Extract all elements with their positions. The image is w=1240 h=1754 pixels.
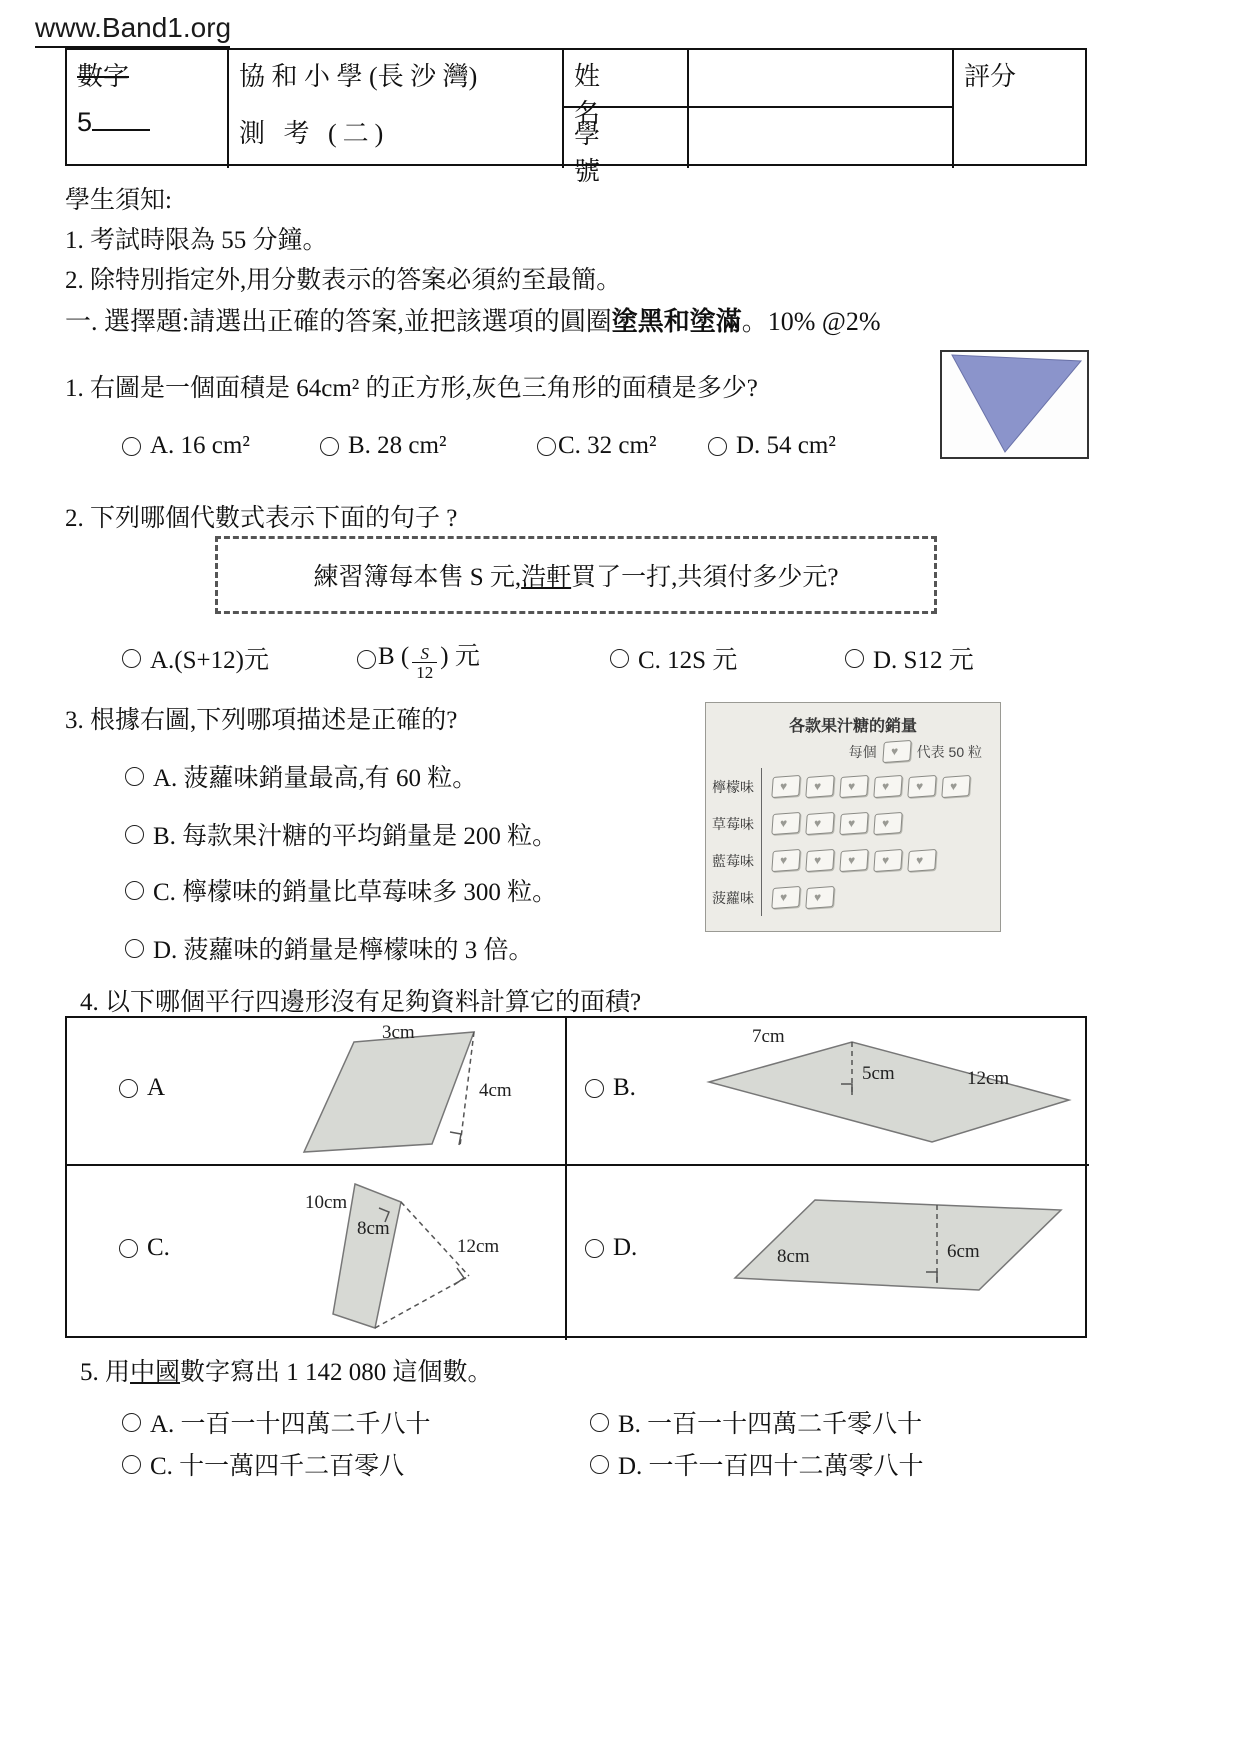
q4-dim-b-base: 12cm xyxy=(967,1068,1010,1089)
q1-option-c-label: C. 32 cm² xyxy=(558,432,657,459)
q2-box-post: 買了一打,共須付多少元? xyxy=(571,564,839,591)
pictograph-legend xyxy=(706,741,1000,762)
q1-option-c-bubble[interactable] xyxy=(537,437,556,456)
q1-option-d xyxy=(708,432,836,460)
q3-option-d-bubble[interactable] xyxy=(125,939,144,958)
q4-option-d-bubble[interactable] xyxy=(585,1239,604,1258)
candy-icon xyxy=(771,886,800,909)
q2-title: 2. 下列哪個代數式表示下面的句子 ? xyxy=(65,505,458,532)
q4-option-c-label: C. xyxy=(147,1234,170,1261)
q4-option-d-label: D. xyxy=(613,1234,638,1261)
q5-post: 數字寫出 1 142 080 這個數。 xyxy=(180,1359,493,1386)
q1-option-a-bubble[interactable] xyxy=(122,437,141,456)
q4-dim-b-height: 5cm xyxy=(862,1063,895,1084)
notice-title: 學生須知: xyxy=(65,187,172,214)
q4-figure-b xyxy=(697,1030,1077,1156)
q4-option-a-bubble[interactable] xyxy=(119,1079,138,1098)
q2-option-b-label: B ( $\frac{S}{12}$ ) 元 xyxy=(378,643,480,682)
candy-icon xyxy=(907,849,936,872)
q2-option-a-bubble[interactable] xyxy=(122,649,141,668)
q4-dim-a-base: 3cm xyxy=(382,1022,415,1043)
q4-cell-a xyxy=(67,1018,567,1166)
exam-title: 測 考 (二) xyxy=(239,119,390,148)
q5-option-a xyxy=(122,1404,431,1440)
candy-icon xyxy=(907,775,936,798)
candy-icon xyxy=(839,849,868,872)
q5-option-a-label: A. 一百一十四萬二千八十 xyxy=(150,1411,431,1438)
q3-option-d xyxy=(125,930,534,966)
q1-square-triangle-figure xyxy=(942,352,1087,457)
watermark: www.Band1.org xyxy=(35,12,232,43)
candy-icon xyxy=(873,812,902,835)
candy-icon xyxy=(941,775,970,798)
q5-option-c-label: C. 十一萬四千二百零八 xyxy=(150,1453,405,1480)
candy-icon xyxy=(839,775,868,798)
q2-option-b xyxy=(357,636,480,682)
q2-option-d-bubble[interactable] xyxy=(845,649,864,668)
candy-icon xyxy=(771,775,800,798)
section1-bold: 塗黑和塗滿 xyxy=(611,307,742,336)
q4-table xyxy=(65,1016,1087,1338)
header-school-cell xyxy=(227,50,562,168)
q4-dim-c-diag: 12cm xyxy=(457,1236,500,1257)
q4-dim-a-height: 4cm xyxy=(479,1080,512,1101)
school-name: 協 和 小 學 (長 沙 灣) xyxy=(239,62,478,91)
q2-option-d-label: D. S12 元 xyxy=(873,647,974,674)
q3-option-a-label: A. 菠蘿味銷量最高,有 60 粒。 xyxy=(153,765,478,792)
q4-option-d xyxy=(585,1234,637,1262)
pictograph-row-label: 菠蘿味 xyxy=(706,879,762,916)
pictograph-title: 各款果汁糖的銷量 xyxy=(788,718,917,735)
q4-option-b-label: B. xyxy=(613,1074,636,1101)
q2-option-c xyxy=(610,640,737,676)
q2-option-c-label: C. 12S 元 xyxy=(638,647,738,674)
pictograph-row-icons xyxy=(762,850,942,871)
q5-option-b-label: B. 一百一十四萬二千零八十 xyxy=(618,1411,923,1438)
q5-option-c xyxy=(122,1446,404,1482)
q3-title: 3. 根據右圖,下列哪項描述是正確的? xyxy=(65,707,458,734)
header-table xyxy=(65,48,1087,186)
q3-pictograph-figure xyxy=(705,702,1001,932)
header-class-number: 5 xyxy=(77,107,93,137)
q3-option-c-label: C. 檸檬味的銷量比草莓味多 300 粒。 xyxy=(153,879,558,906)
q1-option-a xyxy=(122,432,250,460)
q4-cell-c xyxy=(67,1166,567,1340)
q4-option-c xyxy=(119,1234,170,1262)
candy-icon xyxy=(805,849,834,872)
q5-underlined: 中國 xyxy=(130,1359,181,1386)
q4-dim-c-inner: 8cm xyxy=(357,1218,390,1239)
q5-option-b-bubble[interactable] xyxy=(590,1413,609,1432)
q4-option-b xyxy=(585,1074,636,1102)
candy-icon xyxy=(771,849,800,872)
q5-option-d-label: D. 一千一百四十二萬零八十 xyxy=(618,1453,924,1480)
q2-sentence-box xyxy=(215,536,937,614)
q4-dim-c-side: 10cm xyxy=(305,1192,348,1213)
pictograph-row xyxy=(706,768,1000,805)
pictograph-row xyxy=(706,879,1000,916)
q4-option-b-bubble[interactable] xyxy=(585,1079,604,1098)
q4-option-c-bubble[interactable] xyxy=(119,1239,138,1258)
q4-cell-d xyxy=(567,1166,1089,1340)
header-id-input-cell[interactable] xyxy=(687,108,952,168)
section1-post: 。10% @2% xyxy=(741,307,881,336)
q5-option-c-bubble[interactable] xyxy=(122,1455,141,1474)
candy-icon xyxy=(771,812,800,835)
pictograph-row-icons xyxy=(762,813,908,834)
header-class-cell xyxy=(67,50,227,168)
q5-option-a-bubble[interactable] xyxy=(122,1413,141,1432)
header-class-label: 數字 xyxy=(77,62,130,91)
q1-option-b-bubble[interactable] xyxy=(320,437,339,456)
q1-title: 1. 右圖是一個面積是 64cm² 的正方形,灰色三角形的面積是多少? xyxy=(65,375,758,402)
q1-option-a-label: A. 16 cm² xyxy=(150,432,250,459)
notice-item-1: 1. 考試時限為 55 分鐘。 xyxy=(65,227,328,254)
q2-option-d xyxy=(845,640,974,676)
q1-figure xyxy=(940,350,1089,459)
q5-option-d-bubble[interactable] xyxy=(590,1455,609,1474)
q2-option-a xyxy=(122,640,269,676)
q1-option-b xyxy=(320,432,446,460)
q2-box-underlined-name: 浩軒 xyxy=(521,564,572,591)
q4-dim-d-side: 8cm xyxy=(777,1246,810,1267)
q3-option-a xyxy=(125,758,477,794)
pictograph-row-label: 草莓味 xyxy=(706,805,762,842)
q5-option-d xyxy=(590,1446,924,1482)
q3-option-b-bubble[interactable] xyxy=(125,825,144,844)
pictograph-row-label: 藍莓味 xyxy=(706,842,762,879)
q3-option-a-bubble[interactable] xyxy=(125,767,144,786)
q4-cell-b xyxy=(567,1018,1089,1166)
q5-title xyxy=(80,1352,493,1388)
q2-option-b-bubble[interactable] xyxy=(357,650,376,669)
candy-icon xyxy=(882,740,911,763)
q2-option-c-bubble[interactable] xyxy=(610,649,629,668)
section1-heading xyxy=(65,301,881,338)
pictograph-row xyxy=(706,805,1000,842)
q3-option-b-label: B. 每款果汁糖的平均銷量是 200 粒。 xyxy=(153,823,558,850)
q2-fraction: $\frac{S}{12}$ xyxy=(412,645,437,682)
q2-box-pre: 練習簿每本售 S 元, xyxy=(313,564,522,591)
q4-title: 4. 以下哪個平行四邊形沒有足夠資料計算它的面積? xyxy=(80,989,642,1016)
q4-dim-b-side: 7cm xyxy=(752,1026,785,1047)
q5-option-b xyxy=(590,1404,922,1440)
q4-dim-d-height: 6cm xyxy=(947,1241,980,1262)
header-score-cell: 評分 xyxy=(952,50,1085,168)
legend-pre: 每個 xyxy=(848,743,877,760)
candy-icon xyxy=(805,775,834,798)
pictograph-row xyxy=(706,842,1000,879)
section1-pre: 一. 選擇題:請選出正確的答案,並把該選項的圓圈 xyxy=(65,307,612,336)
notice-item-2: 2. 除特別指定外,用分數表示的答案必須約至最簡。 xyxy=(65,267,622,294)
header-id-label-cell: 學 號 xyxy=(562,108,687,168)
q3-option-c-bubble[interactable] xyxy=(125,881,144,900)
q3-option-c xyxy=(125,872,557,908)
q1-option-c xyxy=(537,432,656,460)
q1-option-d-label: D. 54 cm² xyxy=(736,432,836,459)
pictograph-row-label: 檸檬味 xyxy=(706,768,762,805)
header-name-label-cell: 姓 名 xyxy=(562,50,687,108)
header-class-blank[interactable] xyxy=(92,109,150,131)
candy-icon xyxy=(839,812,868,835)
candy-icon xyxy=(873,849,902,872)
q1-option-d-bubble[interactable] xyxy=(708,437,727,456)
candy-icon xyxy=(873,775,902,798)
q2-option-a-label: A.(S+12)元 xyxy=(150,647,269,674)
candy-icon xyxy=(805,886,834,909)
pictograph-row-icons xyxy=(762,887,840,908)
legend-post: 代表 50 粒 xyxy=(916,743,982,760)
q3-option-d-label: D. 菠蘿味的銷量是檸檬味的 3 倍。 xyxy=(153,937,534,964)
q1-option-b-label: B. 28 cm² xyxy=(348,432,447,459)
pictograph-rows xyxy=(706,768,1000,916)
candy-icon xyxy=(805,812,834,835)
q4-option-a-label: A xyxy=(147,1074,166,1101)
q3-option-b xyxy=(125,816,557,852)
header-name-input-cell[interactable] xyxy=(687,50,952,108)
q4-option-a xyxy=(119,1074,165,1102)
q5-pre: 5. 用 xyxy=(80,1359,131,1386)
pictograph-row-icons xyxy=(762,776,976,797)
